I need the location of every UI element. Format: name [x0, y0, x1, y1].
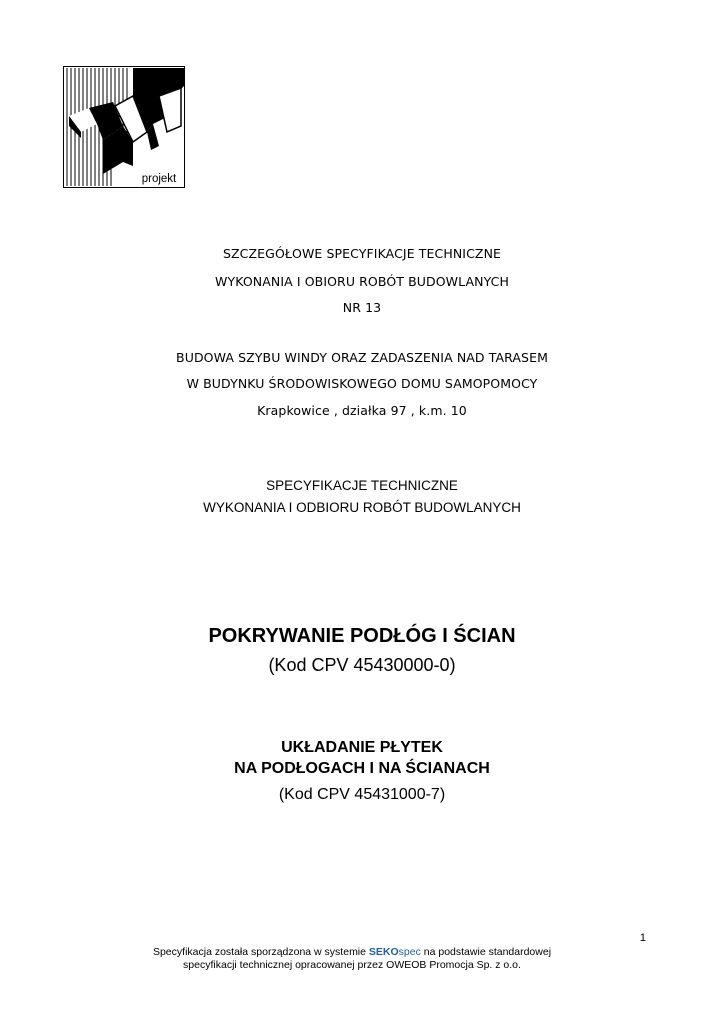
jw-projekt-logo-icon [63, 66, 185, 188]
footer-line-2: specyfikacji technicznej opracowanej przez OWEOB Promocja Sp. z o.o. [183, 959, 521, 971]
footer-suffix: na podstawie standardowej [420, 946, 552, 958]
document-title-code: (Kod CPV 45430000-0) [268, 655, 456, 675]
header-line-3: NR 13 [342, 300, 382, 315]
spec-line-1: SPECYFIKACJE TECHNICZNE [266, 478, 458, 493]
header-line-2: WYKONANIA I OBIORU ROBÓT BUDOWLANYCH [215, 274, 509, 289]
footer-line-1 [0, 946, 704, 958]
subtitle-line-1: UKŁADANIE PŁYTEK [281, 739, 443, 756]
header-line-1: SZCZEGÓŁOWE SPECYFIKACJE TECHNICZNE [222, 246, 502, 261]
company-logo [63, 66, 185, 188]
project-location: Krapkowice , działka 97 , k.m. 10 [257, 403, 467, 418]
project-line-2: W BUDYNKU ŚRODOWISKOWEGO DOMU SAMOPOMOCY [186, 376, 538, 391]
subtitle-line-2: NA PODŁOGACH I NA ŚCIANACH [234, 760, 490, 777]
document-title: POKRYWANIE PODŁÓG I ŚCIAN [208, 625, 516, 647]
footer-brand-light: spec [398, 946, 421, 958]
footer-prefix: Specyfikacja została sporządzona w systemie [152, 946, 369, 958]
project-line-1: BUDOWA SZYBU WINDY ORAZ ZADASZENIA NAD TARASEM [176, 350, 548, 365]
page-number: 1 [639, 932, 646, 944]
subtitle-code: (Kod CPV 45431000-7) [278, 786, 446, 803]
footer-brand-bold: SEKO [368, 946, 399, 958]
spec-line-2: WYKONANIA I ODBIORU ROBÓT BUDOWLANYCH [203, 500, 521, 515]
logo-word: projekt [141, 173, 177, 185]
